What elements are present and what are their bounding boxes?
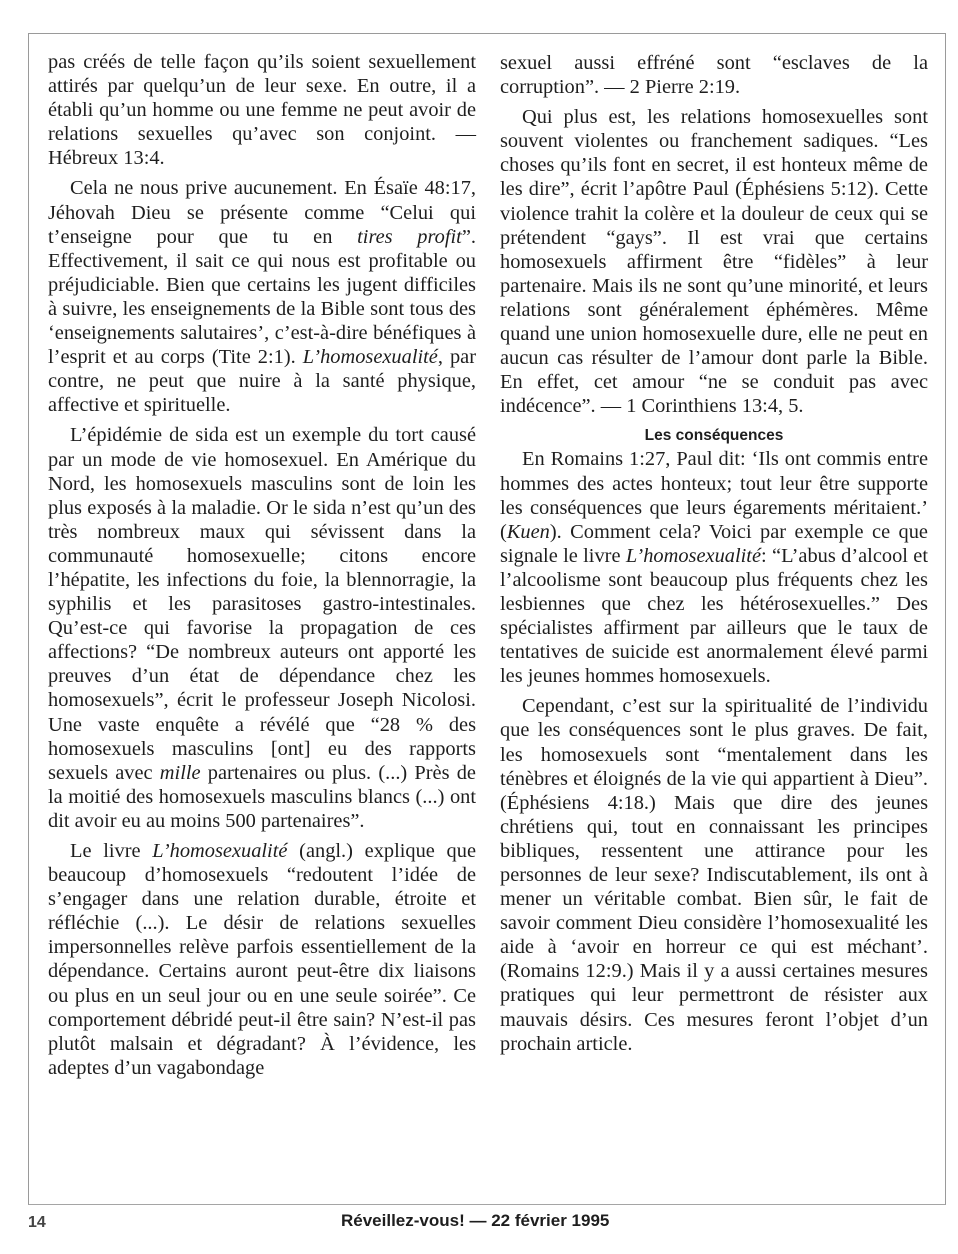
- paragraph: pas créés de telle façon qu’ils soient sexuellement attirés par quelqu’un de leur sexe. En outre, il a établi qu’un homme ou une femme ne peut avoir de relations sexuelles qu’avec son conjoint. — Hébreux 13:4.: [48, 51, 476, 170]
- publication-title: Réveillez-vous! — 22 février 1995: [341, 1211, 610, 1230]
- paragraph: Cela ne nous prive aucunement. En Ésaïe 48:17, Jéhovah Dieu se présente comme “Celui qui t’enseigne pour que tu en tires profit”. Effectivement, il sait ce qui nous est profitable ou préjudiciable. Bien que certains les jugent difficiles à suivre, les enseignements de la Bible sont tous des ‘enseignements salutaires’, c’est-à-dire bénéfiques à l’esprit et au corps (Tite 2:1). L’homosexualité, par contre, ne peut que nuire à la santé physique, affective et spirituelle.: [48, 177, 477, 417]
- paragraph: sexuel aussi effréné sont “esclaves de la corruption”. — 2 Pierre 2:19.: [500, 52, 928, 99]
- left-column: [48, 50, 476, 1086]
- paragraph: Le livre L’homosexualité (angl.) explique que beaucoup d’homosexuels “redoutent l’idée de s’engager dans une relation durable, étroite et réfléchie (...). Le désir de relations sexuelles impersonnelles relève parfois essentiellement de la dépendance. Certains auront peut-être dix liaisons ou plus en un seul jour ou en une seule soirée”. Ce comportement débridé peut-il être sain? N’est-il pas plutôt malsain et dégradant? À l’évidence, les adeptes d’un vagabondage: [48, 840, 476, 1079]
- page-number: 14: [28, 1214, 46, 1231]
- paragraph: En Romains 1:27, Paul dit: ‘Ils ont commis entre hommes des actes honteux; tout leur être supporte les conséquences que leurs égarements méritaient.’ (Kuen). Comment cela? Voici par exemple ce que signale le livre L’homosexualité: “L’abus d’alcool et l’alcoolisme sont beaucoup plus fréquents chez les lesbiennes que chez les hétérosexuelles.” Des spécialistes affirment par ailleurs que le taux de tentatives de suicide est anormalement élevé parmi les jeunes hommes homosexuels.: [500, 448, 928, 688]
- paragraph: L’épidémie de sida est un exemple du tort causé par un mode de vie homosexuel. En Amérique du Nord, les homosexuels masculins sont de loin les plus exposés à la maladie. Or le sida n’est qu’un des très nombreux maux qui sévissent dans la communauté homosexuelle; citons encore l’hépatite, les infections du foie, la blennorragie, la syphilis et les parasitoses gastro-intestinales. Qu’est-ce qui favorise la propagation de ces affections? “De nombreux auteurs ont apporté les preuves d’un état de dépendance chez les homosexuels”, écrit le professeur Joseph Nicolosi. Une vaste enquête a révélé que “28 % des homosexuels masculins [ont] eu des rapports sexuels avec mille partenaires ou plus. (...) Près de la moitié des homosexuels masculins blancs (...) ont dit avoir eu au moins 500 partenaires”.: [48, 424, 476, 832]
- paragraph: Cependant, c’est sur la spiritualité de l’individu que les conséquences sont le plus graves. De fait, les homosexuels sont “mentalement dans les ténèbres et éloignés de la vie qui appartient à Dieu”. (Éphésiens 4:18.) Mais que dire des jeunes chrétiens qui, tout en connaissant les principes bibliques, ressentent une attirance pour les personnes de leur sexe? Indiscutablement, ils ont à mener un véritable combat. Bien sûr, le fait de savoir comment Dieu considère l’homosexualité les aide à ‘avoir en horreur ce qui est méchant’. (Romains 12:9.) Mais il y a aussi certaines mesures pratiques qui leur permettront de résister aux mauvais désirs. Ces mesures feront l’objet d’un prochain article.: [500, 695, 928, 1055]
- paragraph: Qui plus est, les relations homosexuelles sont souvent violentes ou franchement sadiques. “Les choses qu’ils font en secret, il est honteux même de les dire”, écrit l’apôtre Paul (Éphésiens 5:12). Cette violence trahit la colère et la douleur de ceux qui se prétendent “gays”. Il est vrai que certains homosexuels affirment être “fidèles” à leur partenaire. Mais ils ne sont qu’une minorité, et leurs relations sont généralement éphémères. Même quand une union homosexuelle dure, elle ne peut en aucun cas résulter de l’amour dont parle la Bible. En effet, cet amour “ne se conduit pas avec indécence”. — 1 Corinthiens 13:4, 5.: [500, 106, 928, 418]
- page-footer: [28, 1211, 946, 1235]
- right-column: [500, 51, 928, 1062]
- section-heading: Les conséquences: [644, 427, 784, 445]
